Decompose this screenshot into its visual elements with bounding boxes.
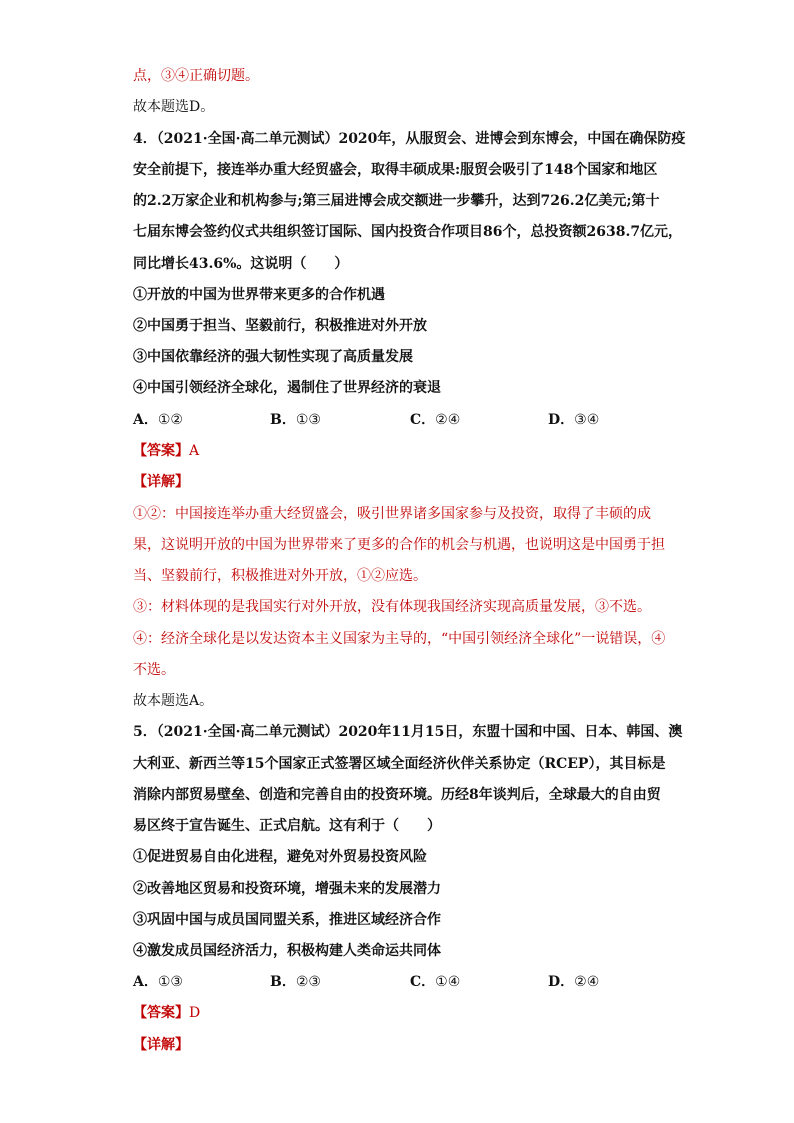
q4-statement-3: ③中国依靠经济的强大韧性实现了高质量发展 [133, 349, 413, 365]
q4-detail-line: ①②：中国接连举办重大经贸盛会，吸引世界诸多国家参与及投资，取得了丰硕的成 [133, 506, 651, 522]
q4-detail-line: ④：经济全球化是以发达资本主义国家为主导的，“中国引领经济全球化”一说错误，④ [133, 631, 666, 647]
q4-option-d: D．③④ [548, 412, 600, 428]
q4-stem-line: 七届东博会签约仪式共组织签订国际、国内投资合作项目86个，总投资额2638.7亿元， [133, 224, 683, 240]
q4-stem-line: 4．（2021·全国·高二单元测试）2020年，从服贸会、进博会到东博会，中国在确保防疫 [133, 131, 686, 147]
q5-statement-4: ④激发成员国经济活力，积极构建人类命运共同体 [133, 943, 441, 959]
prev-explanation-end: 点，③④正确切题。 [133, 68, 259, 84]
q5-stem-line: 消除内部贸易壁垒、创造和完善自由的投资环境。历经8年谈判后，全球最大的自由贸 [133, 787, 661, 803]
q5-stem-line: 易区终于宣告诞生、正式启航。这有利于（ ） [133, 818, 441, 834]
q4-detail-line: ③：材料体现的是我国实行对外开放，没有体现我国经济实现高质量发展，③不选。 [133, 599, 651, 615]
q4-detail-tag: 【详解】 [133, 474, 189, 490]
q5-option-b: B．②③ [270, 974, 321, 990]
q4-statement-2: ②中国勇于担当、坚毅前行，积极推进对外开放 [133, 318, 427, 334]
q4-option-c: C．②④ [410, 412, 461, 428]
q5-stem-line: 5．（2021·全国·高二单元测试）2020年11月15日，东盟十国和中国、日本、韩国、澳 [133, 724, 683, 740]
q4-statement-1: ①开放的中国为世界带来更多的合作机遇 [133, 287, 385, 303]
q5-detail-tag: 【详解】 [133, 1037, 189, 1053]
q4-stem-line: 安全前提下，接连举办重大经贸盛会，取得丰硕成果:服贸会吸引了148个国家和地区 [133, 162, 658, 178]
q4-detail-line: 当、坚毅前行，积极推进对外开放，①②应选。 [133, 568, 427, 584]
q4-stem-line: 的2.2万家企业和机构参与;第三届进博会成交额进一步攀升，达到726.2亿美元;第十 [133, 193, 660, 209]
prev-conclusion: 故本题选D。 [133, 99, 215, 115]
q5-statement-1: ①促进贸易自由化进程，避免对外贸易投资风险 [133, 849, 427, 865]
q4-statement-4: ④中国引领经济全球化，遏制住了世界经济的衰退 [133, 380, 441, 396]
q4-option-b: B．①③ [270, 412, 321, 428]
q5-statement-2: ②改善地区贸易和投资环境，增强未来的发展潜力 [133, 881, 441, 897]
q5-option-c: C．①④ [410, 974, 461, 990]
q4-detail-line: 不选。 [133, 662, 175, 678]
q4-detail-line: 果，这说明开放的中国为世界带来了更多的合作的机会与机遇，也说明这是中国勇于担 [133, 537, 665, 553]
q4-stem-line: 同比增长43.6%。这说明（ ） [133, 256, 349, 272]
q4-answer: 【答案】A [133, 443, 200, 459]
q5-answer: 【答案】D [133, 1005, 201, 1021]
q5-option-d: D．②④ [548, 974, 600, 990]
q4-conclusion: 故本题选A。 [133, 693, 214, 709]
q4-option-a: A．①② [133, 412, 183, 428]
q5-statement-3: ③巩固中国与成员国同盟关系，推进区域经济合作 [133, 912, 441, 928]
q5-option-a: A．①③ [133, 974, 183, 990]
q5-stem-line: 大利亚、新西兰等15个国家正式签署区域全面经济伙伴关系协定（RCEP），其目标是 [133, 756, 666, 772]
